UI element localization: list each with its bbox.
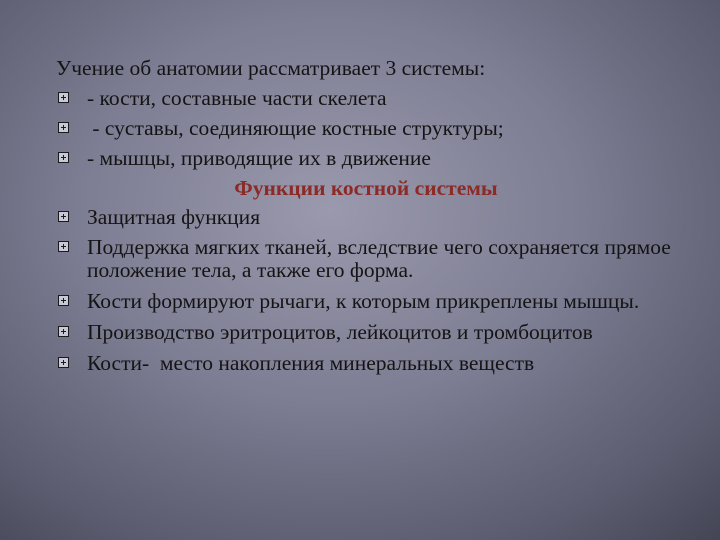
plus-square-icon [58,326,69,337]
plus-square-icon [58,92,69,103]
plus-square-icon [58,122,69,133]
section-heading: Функции костной системы [234,176,498,200]
list-item [56,290,676,313]
list-item [56,147,676,170]
plus-square-icon [58,241,69,252]
list-item [56,236,676,282]
slide-content [56,57,676,383]
list-item-text: Производство эритроцитов, лейкоцитов и тромбоцитов [87,320,593,344]
intro-text: Учение об анатомии рассматривает 3 системы: [56,56,486,80]
plus-square-icon [58,152,69,163]
plus-square-icon [58,295,69,306]
list-item-text: Поддержка мягких тканей, вследствие чего сохраняется прямое положение тела, а также его форма. [87,235,671,282]
list-item-text: Защитная функция [87,205,261,229]
list-item-text: - кости, составные части скелета [87,86,387,110]
list-item [56,206,676,229]
list-item-text: - мышцы, приводящие их в движение [87,146,431,170]
list-item-text: Кости формируют рычаги, к которым прикреплены мышцы. [87,289,640,313]
list-item [56,87,676,110]
list-item-text: Кости- место накопления минеральных веществ [87,351,535,375]
systems-list [56,87,676,170]
functions-list [56,206,676,375]
plus-square-icon [58,357,69,368]
list-item-text: - суставы, соединяющие костные структуры; [87,116,504,140]
list-item [56,321,676,344]
plus-square-icon [58,211,69,222]
list-item [56,117,676,140]
list-item [56,352,676,375]
